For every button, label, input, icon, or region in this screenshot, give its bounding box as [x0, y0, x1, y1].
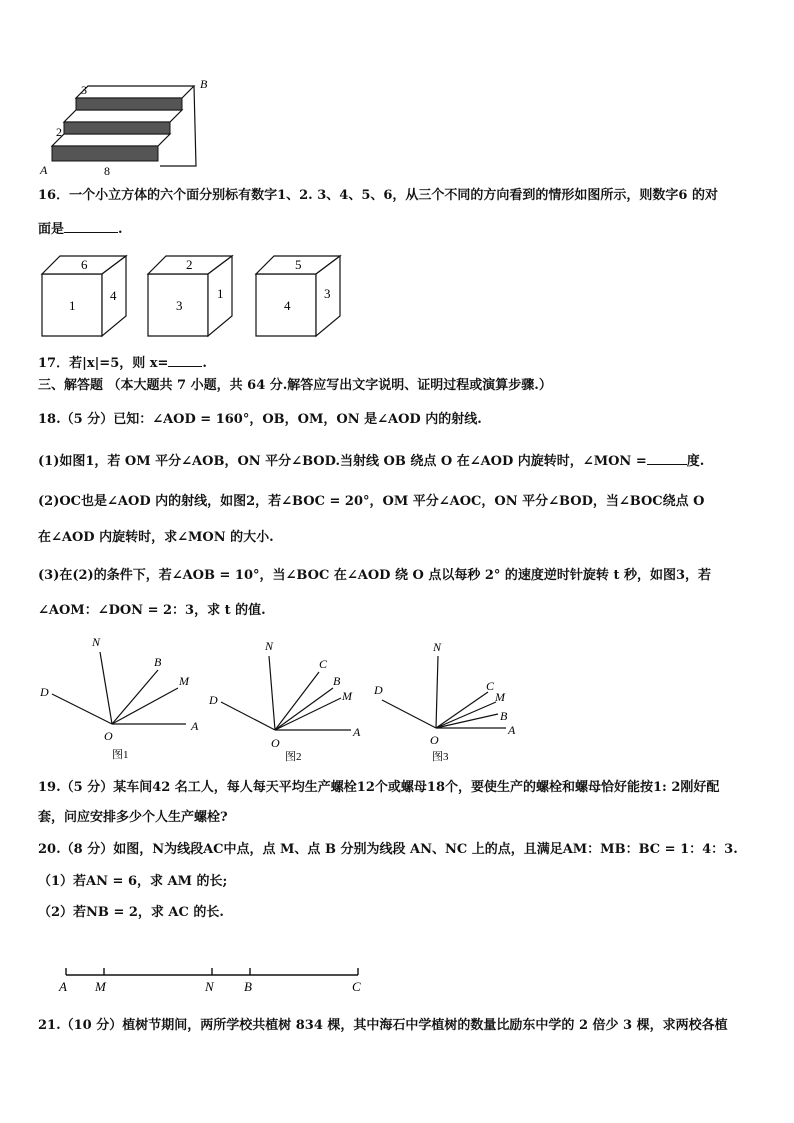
segment-label-b: B [244, 979, 252, 994]
cubes-figure [36, 250, 376, 340]
cube-3-top: 5 [295, 257, 302, 272]
answer-blank-18-1[interactable] [647, 450, 687, 465]
stairs-figure [36, 76, 216, 178]
fig3-label-a: A [508, 723, 516, 737]
question-16-line2 [38, 218, 758, 240]
fig1-label-o: O [104, 729, 113, 743]
question-20-part2: （2）若NB = 2，求 AC 的长. [38, 905, 224, 920]
question-17-suffix: . [202, 356, 207, 371]
segment-label-m: M [95, 979, 106, 994]
question-20-part1: （1）若AN = 6，求 AM 的长; [38, 874, 228, 889]
fig1-label-m: M [179, 674, 189, 688]
fig2-label-d: D [209, 693, 218, 707]
question-17-prefix: 17．若|x|=5，则 x= [38, 356, 169, 371]
fig2-label-m: M [342, 689, 352, 703]
question-16-suffix: . [118, 222, 123, 237]
question-18-part1 [38, 450, 758, 472]
question-18-intro: 18.（5 分）已知：∠AOD = 160°，OB，OM，ON 是∠AOD 内的射线. [38, 412, 482, 427]
segment-label-n: N [205, 979, 214, 994]
fig1-label-n: N [92, 635, 101, 649]
fig2-label-b: B [333, 674, 341, 688]
question-21-line1: 21.（10 分）植树节期间，两所学校共植树 834 棵，其中海石中学植树的数量比励东中学的 2 倍少 3 棵，求两校各植 [38, 1018, 728, 1033]
fig2-label-a: A [353, 725, 361, 739]
question-18-part3-line1: (3)在(2)的条件下，若∠AOB = 10°，当∠BOC 在∠AOD 绕 O 点以每秒 2° 的速度逆时针旋转 t 秒，如图3，若 [38, 568, 712, 583]
cube-1-side: 4 [110, 288, 117, 303]
fig2-label-o: O [271, 736, 280, 750]
segment-label-c: C [352, 979, 361, 994]
segment-label-a: A [59, 979, 67, 994]
question-18-part3-line2: ∠AOM：∠DON = 2：3，求 t 的值. [38, 603, 266, 618]
cube-1-front: 1 [69, 298, 76, 313]
question-16-line1: 16．一个小立方体的六个面分别标有数字1、2. 3、4、5、6，从三个不同的方向看到的情形如图所示，则数字6 的对 [38, 188, 718, 203]
fig3-label-d: D [374, 683, 383, 697]
answer-blank-17[interactable] [168, 352, 202, 367]
fig2-label-c: C [319, 657, 328, 671]
fig3-caption: 图3 [432, 751, 449, 763]
fig1-label-d: D [40, 685, 49, 699]
section-3-header: 三、解答题 （本大题共 7 小题，共 64 分.解答应写出文字说明、证明过程或演算步骤.） [38, 378, 552, 393]
cube-3-front: 4 [284, 298, 291, 313]
fig2-label-n: N [265, 639, 274, 653]
angle-figure-3 [372, 630, 532, 765]
fig3-label-b: B [500, 709, 508, 723]
cube-2-side: 1 [217, 286, 224, 301]
question-19-line2: 套，问应安排多少个人生产螺栓? [38, 810, 228, 825]
fig3-label-n: N [433, 640, 442, 654]
angle-figure-2 [205, 630, 370, 765]
fig2-caption: 图2 [285, 751, 302, 763]
stairs-label-8: 8 [104, 164, 110, 178]
question-20-intro: 20.（8 分）如图，N为线段AC中点，点 M、点 B 分别为线段 AN、NC 上的点，且满足AM：MB：BC = 1：4：3. [38, 842, 738, 857]
answer-blank-16[interactable] [64, 218, 118, 233]
cube-3-side: 3 [324, 286, 331, 301]
fig1-caption: 图1 [112, 749, 129, 761]
angle-figure-1 [36, 630, 211, 765]
fig1-label-a: A [191, 719, 199, 733]
cube-2-front: 3 [176, 298, 183, 313]
fig3-label-o: O [430, 733, 439, 747]
cube-2-top: 2 [186, 257, 193, 272]
stairs-label-2: 2 [56, 125, 62, 139]
stairs-point-a: A [40, 163, 48, 177]
question-19-line1: 19.（5 分）某车间42 名工人，每人每天平均生产螺栓12个或螺母18个，要使生产的螺栓和螺母恰好能按1: 2刚好配 [38, 780, 720, 795]
cube-1-top: 6 [81, 257, 88, 272]
question-17 [38, 352, 758, 374]
question-18-part2-line1: (2)OC也是∠AOD 内的射线，如图2，若∠BOC = 20°，OM 平分∠AOC，ON 平分∠BOD，当∠BOC绕点 O [38, 494, 705, 509]
stairs-point-b: B [200, 77, 208, 91]
question-18-part1-suffix: 度. [686, 454, 705, 469]
question-16-prefix: 面是 [38, 222, 65, 237]
stairs-label-3: 3 [81, 83, 87, 97]
fig3-label-m: M [495, 690, 505, 704]
question-18-part2-line2: 在∠AOD 内旋转时，求∠MON 的大小. [38, 530, 274, 545]
fig3-label-c: C [486, 679, 495, 693]
fig1-label-b: B [154, 655, 162, 669]
segment-figure [50, 960, 370, 1000]
question-18-part1-text: (1)如图1，若 OM 平分∠AOB，ON 平分∠BOD.当射线 OB 绕点 O 在∠AOD 内旋转时，∠MON = [38, 454, 647, 469]
